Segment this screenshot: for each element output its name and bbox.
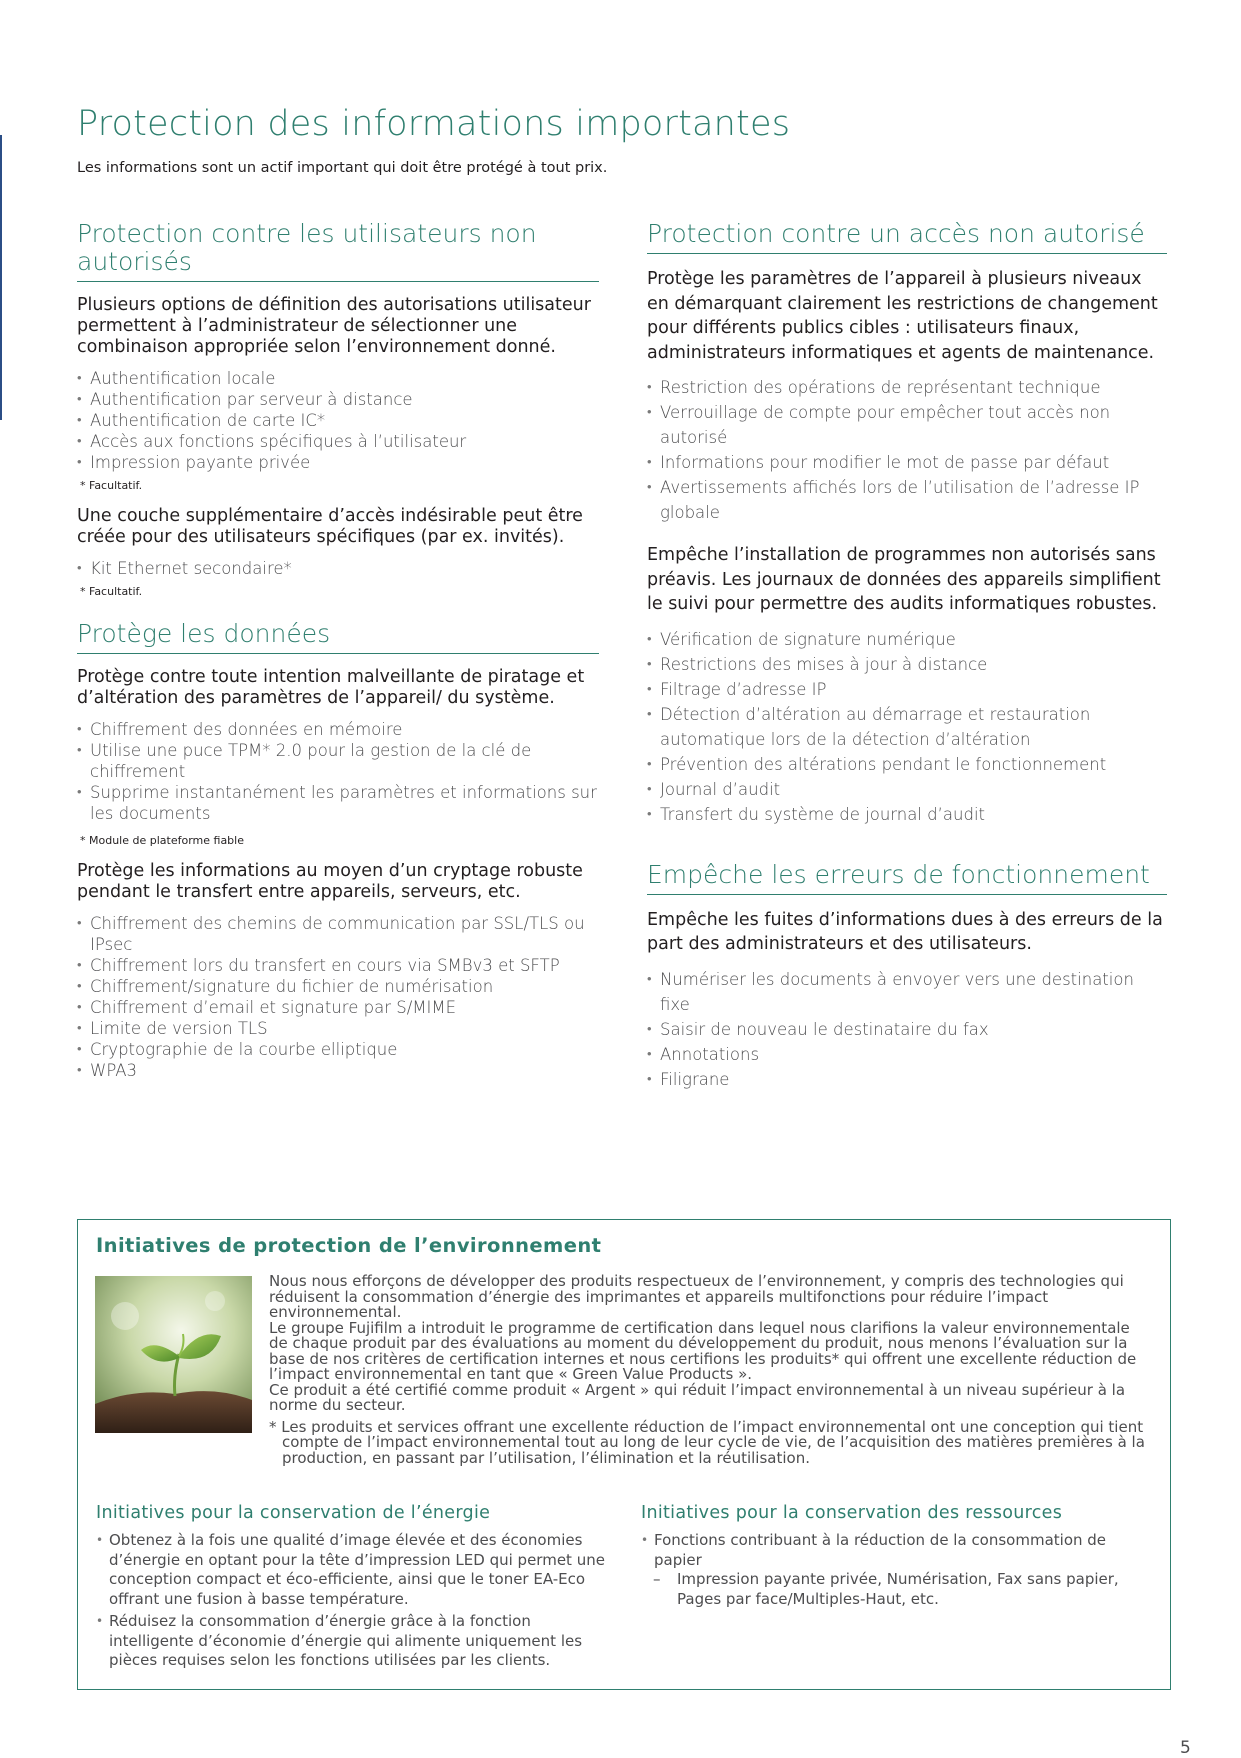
section-lead: Protège contre toute intention malveillante de piratage et d’altération des paramètres de l’appareil/ du système. [77, 667, 585, 708]
list-item: • Restrictions des mises à jour à distance [647, 652, 1167, 677]
list-item: • Authentification par serveur à distance [77, 389, 599, 410]
environment-box [77, 1219, 1171, 1690]
list-item: • Limite de version TLS [77, 1018, 599, 1039]
environment-heading: Initiatives de protection de l’environnement [96, 1234, 602, 1257]
list-item: • Impression payante privée [77, 452, 599, 473]
list-item: • Utilise une puce TPM* 2.0 pour la gestion de la clé de chiffrement [77, 740, 599, 782]
edge-marker [0, 135, 2, 420]
section-lead: Une couche supplémentaire d’accès indésirable peut être créée pour des utilisateurs spécifiques (par ex. invités). [77, 506, 583, 547]
page-intro: Les informations sont un actif important qui doit être protégé à tout prix. [77, 160, 608, 176]
seedling-photo [95, 1276, 252, 1433]
list-item: • Accès aux fonctions spécifiques à l’utilisateur [77, 431, 599, 452]
list-item: • Chiffrement des données en mémoire [77, 719, 599, 740]
list-item: • Authentification locale [77, 368, 599, 389]
env-paragraph: Nous nous efforçons de développer des produits respectueux de l’environnement, y compris des technologies qui réduisent la consommation d’énergie des imprimantes et appareils multifonctions pour réduire l’impact environnemental. [269, 1272, 1124, 1321]
page-title: Protection des informations importantes [77, 104, 791, 144]
list-item: • Supprime instantanément les paramètres et informations sur les documents [77, 782, 599, 824]
list-item: • Chiffrement des chemins de communication par SSL/TLS ou IPsec [77, 913, 599, 955]
env-paragraph: Le groupe Fujifilm a introduit le programme de certification dans lequel nous clarifions la valeur environnementale de chaque produit par des évaluations au moment du développement du produit, nous menons l’évaluation sur la base de nos critères de certification internes et nous certifions les produits* qui offrent une excellente réduction de l’impact environnemental en tant que « Green Value Products ». [269, 1318, 1137, 1383]
list-item: • Chiffrement/signature du fichier de numérisation [77, 976, 599, 997]
list-item: • Kit Ethernet secondaire* [77, 558, 599, 579]
section-lead: Protège les paramètres de l’appareil à plusieurs niveaux en démarquant clairement les restrictions de changement pour différents publics cibles : utilisateurs finaux, administrateurs informatiques et agents de maintenance. [647, 269, 1158, 363]
list-item: • Restriction des opérations de représentant technique [647, 375, 1167, 400]
footnote: * Module de plateforme fiable [80, 834, 244, 847]
list-item: • Verrouillage de compte pour empêcher tout accès non autorisé [647, 400, 1167, 450]
list-item: • Cryptographie de la courbe elliptique [77, 1039, 599, 1060]
section-protect-data [77, 620, 599, 1081]
section-heading: Protection contre les utilisateurs non autorisés [77, 220, 599, 282]
section-lead: Plusieurs options de définition des autorisations utilisateur permettent à l’administrateur de sélectionner une combinaison appropriée selon l’environnement donné. [77, 295, 591, 357]
bullet-list [647, 627, 1167, 827]
list-item: • Chiffrement d’email et signature par S/MIME [77, 997, 599, 1018]
section-heading: Protection contre un accès non autorisé [647, 220, 1167, 254]
energy-initiatives [96, 1503, 616, 1674]
resources-list [641, 1531, 1141, 1570]
list-item: • Transfert du système de journal d’audit [647, 802, 1167, 827]
footnote: * Facultatif. [80, 585, 143, 598]
bullet-list [647, 967, 1167, 1092]
list-item: • Détection d’altération au démarrage et restauration automatique lors de la détection d’altération [647, 702, 1167, 752]
list-item: • Obtenez à la fois une qualité d’image élevée et des économies d’énergie en optant pour la tête d’impression LED qui permet une conception compact et éco-efficiente, ainsi que le toner EA-Eco offrant une fusion à basse température. [96, 1531, 616, 1609]
section-operation-errors [647, 861, 1167, 1092]
list-item: • Annotations [647, 1042, 1167, 1067]
list-item: • Chiffrement lors du transfert en cours via SMBv3 et SFTP [77, 955, 599, 976]
bullet-list [77, 719, 599, 824]
env-footnote: * Les produits et services offrant une excellente réduction de l’impact environnemental ont une conception qui tient compte de l’impact environnemental tout au long de leur cycle de vie, de l’acquisition des matières premières à la production, en passant par l’utilisation, l’élimination et la réutilisation. [269, 1417, 1145, 1467]
list-item: • Saisir de nouveau le destinataire du fax [647, 1017, 1167, 1042]
list-item: • Journal d’audit [647, 777, 1167, 802]
section-heading: Protège les données [77, 620, 599, 654]
list-item: • Informations pour modifier le mot de passe par défaut [647, 450, 1167, 475]
bullet-list [77, 558, 599, 579]
section-lead: Empêche les fuites d’informations dues à des erreurs de la part des administrateurs et des utilisateurs. [647, 909, 1163, 954]
section-unauthorized-users [77, 220, 599, 598]
sub-list-item: – Impression payante privée, Numérisation, Fax sans papier, Pages par face/Multiples-Haut, etc. [641, 1570, 1141, 1609]
environment-text [269, 1274, 1149, 1466]
list-item: • Authentification de carte IC* [77, 410, 599, 431]
list-item: • Filigrane [647, 1067, 1167, 1092]
env-paragraph: Ce produit a été certifié comme produit « Argent » qui réduit l’impact environnemental à un niveau supérieur à la norme du secteur. [269, 1380, 1126, 1414]
bullet-list [77, 913, 599, 1081]
right-column [647, 220, 1167, 1098]
bullet-list [77, 368, 599, 473]
footnote: * Facultatif. [80, 479, 143, 492]
list-item: • Vérification de signature numérique [647, 627, 1167, 652]
section-unauthorized-access [647, 220, 1167, 827]
list-item: • Prévention des altérations pendant le fonctionnement [647, 752, 1167, 777]
list-item: • WPA3 [77, 1060, 599, 1081]
seedling-illustration [95, 1276, 252, 1433]
list-item: • Fonctions contribuant à la réduction de la consommation de papier [641, 1531, 1141, 1570]
energy-heading: Initiatives pour la conservation de l’énergie [96, 1503, 491, 1523]
energy-list [96, 1531, 616, 1671]
section-lead: Empêche l’installation de programmes non autorisés sans préavis. Les journaux de données des appareils simplifient le suivi pour permettre des audits informatiques robustes. [647, 545, 1161, 614]
list-item: • Avertissements affichés lors de l’utilisation de l’adresse IP globale [647, 475, 1167, 525]
list-item: • Numériser les documents à envoyer vers une destination fixe [647, 967, 1167, 1017]
resources-initiatives [641, 1503, 1141, 1609]
left-column [77, 220, 599, 1087]
section-lead: Protège les informations au moyen d’un cryptage robuste pendant le transfert entre appareils, serveurs, etc. [77, 861, 583, 902]
page-number: 5 [1180, 1738, 1191, 1758]
bullet-list [647, 375, 1167, 525]
list-item: • Réduisez la consommation d’énergie grâce à la fonction intelligente d’économie d’énergie qui alimente uniquement les pièces requises selon les fonctions utilisées par les clients. [96, 1612, 616, 1671]
list-item: • Filtrage d’adresse IP [647, 677, 1167, 702]
section-heading: Empêche les erreurs de fonctionnement [647, 861, 1167, 895]
resources-heading: Initiatives pour la conservation des ressources [641, 1503, 1063, 1523]
